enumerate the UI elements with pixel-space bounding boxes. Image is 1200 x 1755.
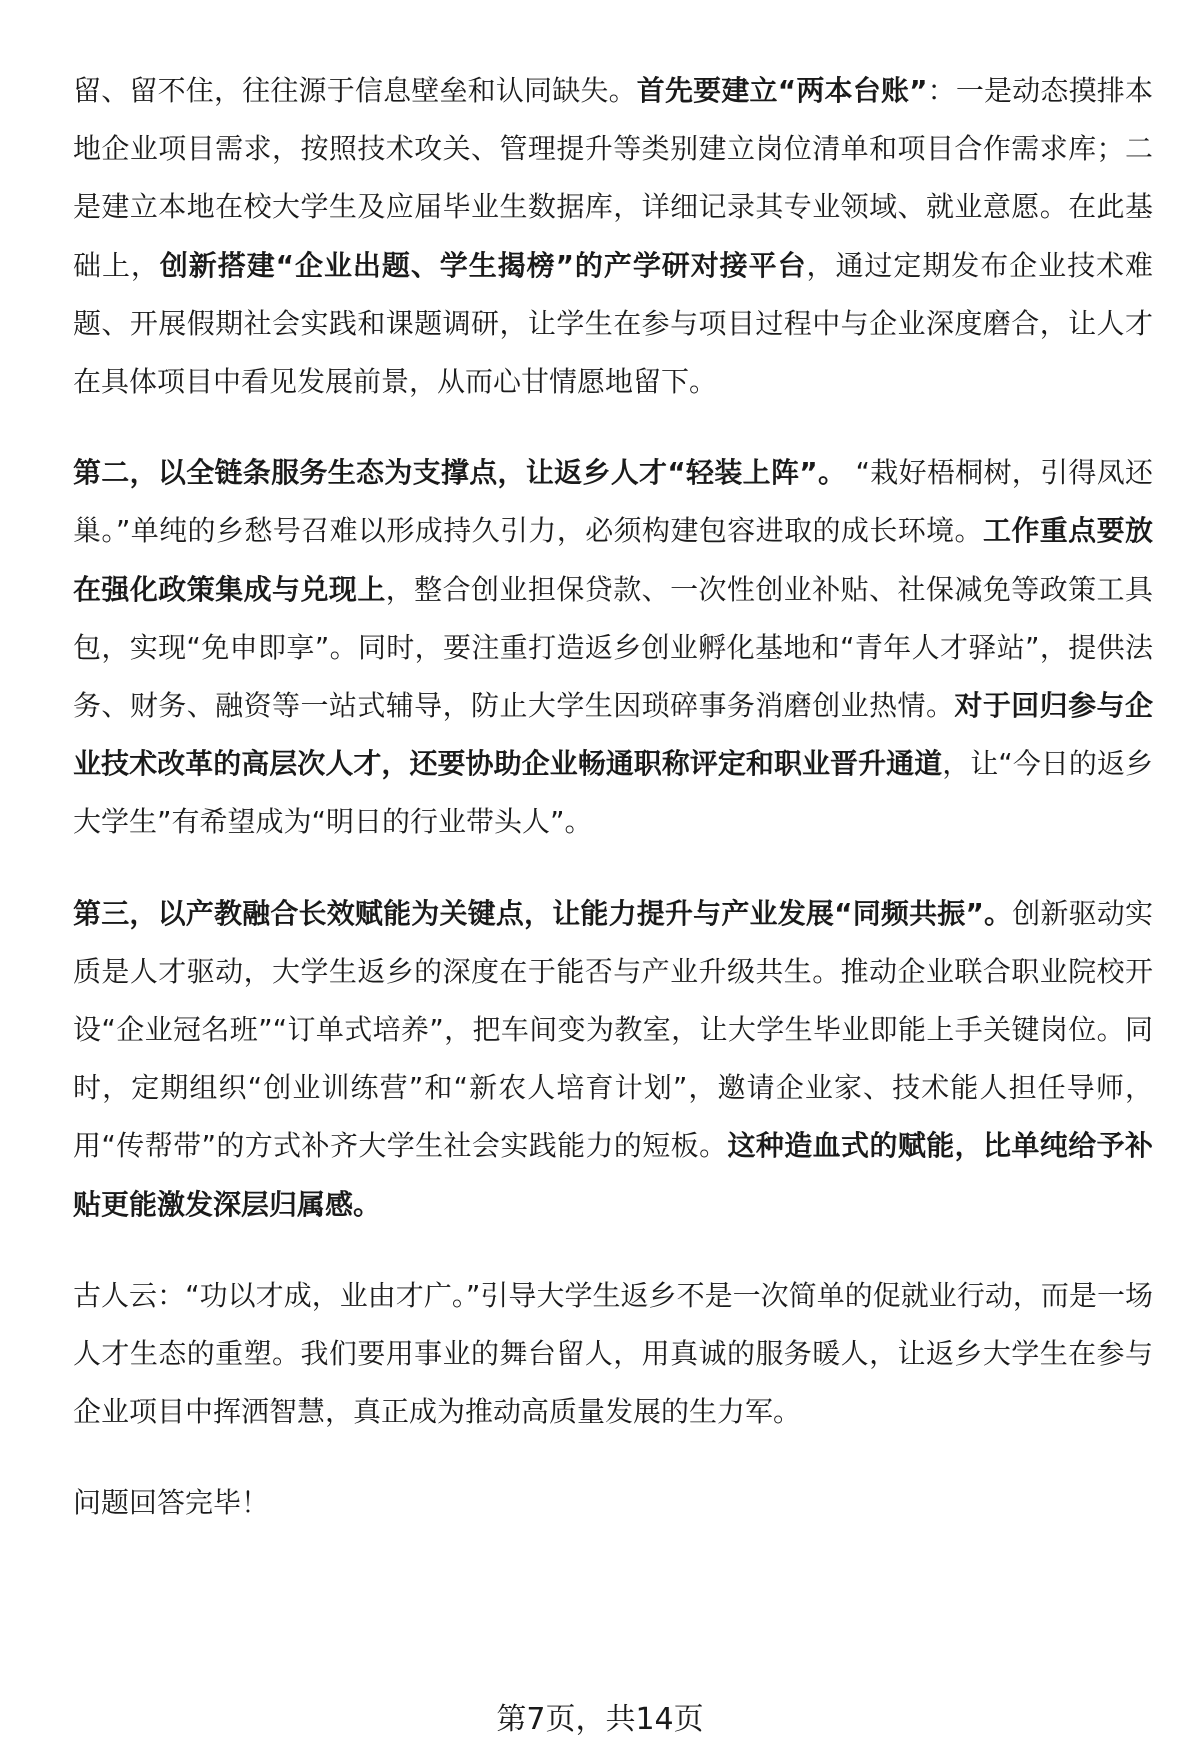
paragraph-1-bold-segment: 首先要建立“两本台账” <box>636 74 928 107</box>
paragraph-2-bold-segment: 对于回归参与企业技术改革的高层次人才，还要协助企业畅通职称评定和职业晋升通道 <box>73 689 1153 781</box>
paragraph-1 <box>73 62 1153 411</box>
paragraph-1-segment: ，通过定期发布企业技术难题、开展假期社会实践和课题调研，让学生在参与项目过程中与企业深度磨合，让人才在具体项目中看见发展前景，从而心甘情愿地留下。 <box>73 248 1153 399</box>
paragraph-4-segment: 古人云：“功以才成，业由才广。”引导大学生返乡不是一次简单的促就业行动，而是一场人才生态的重塑。我们要用事业的舞台留人，用真诚的服务暖人，让返乡大学生在参与企业项目中挥洒智慧，真正成为推动高质量发展的生力军。 <box>73 1278 1153 1429</box>
paragraph-2-segment: ，整合创业担保贷款、一次性创业补贴、社保减免等政策工具包，实现“免申即享”。同时，要注重打造返乡创业孵化基地和“青年人才驿站”，提供法务、财务、融资等一站式辅导，防止大学生因琐碎事务消磨创业热情。 <box>73 572 1153 723</box>
paragraph-2-segment: “栽好梧桐树，引得凤还巢。”单纯的乡愁号召难以形成持久引力，必须构建包容进取的成长环境。 <box>73 456 1153 548</box>
closing-line-text: 问题回答完毕！ <box>73 1486 270 1520</box>
paragraph-3 <box>73 885 1153 1234</box>
paragraph-1-segment: 留、留不住，往往源于信息壁垒和认同缺失。 <box>73 74 637 107</box>
paragraph-2 <box>73 444 1153 851</box>
paragraph-2-bold-segment: 工作重点要放在强化政策集成与兑现上 <box>73 514 1153 606</box>
paragraph-2-heading: 第二，以全链条服务生态为支撑点，让返乡人才“轻装上阵”。 <box>73 456 847 490</box>
paragraph-2-segment: ，让“今日的返乡大学生”有希望成为“明日的行业带头人”。 <box>73 747 1153 839</box>
paragraph-3-segment: 创新驱动实质是人才驱动，大学生返乡的深度在于能否与产业升级共生。推动企业联合职业院校开设“企业冠名班”“订单式培养”，把车间变为教室，让大学生毕业即能上手关键岗位。同时，定期组织“创业训练营”和“新农人培育计划”，邀请企业家、技术能人担任导师，用“传帮带”的方式补齐大学生社会实践能力的短板。 <box>73 896 1153 1163</box>
paragraph-1-bold-segment: 创新搭建“企业出题、学生揭榜”的产学研对接平台 <box>159 248 807 282</box>
page-number-footer: 第7页，共14页 <box>496 1702 704 1737</box>
document-body <box>73 62 1153 1566</box>
paragraph-3-bold-segment: 这种造血式的赋能，比单纯给予补贴更能激发深层归属感。 <box>73 1129 1153 1221</box>
paragraph-1-segment: ：一是动态摸排本地企业项目需求，按照技术攻关、管理提升等类别建立岗位清单和项目合作需求库；二是建立本地在校大学生及应届毕业生数据库，详细记录其专业领域、就业意愿。在此基础上， <box>73 74 1153 282</box>
closing-line <box>73 1474 1153 1532</box>
paragraph-3-heading: 第三，以产教融合长效赋能为关键点，让能力提升与产业发展“同频共振”。 <box>73 896 1013 930</box>
paragraph-4 <box>73 1267 1153 1442</box>
